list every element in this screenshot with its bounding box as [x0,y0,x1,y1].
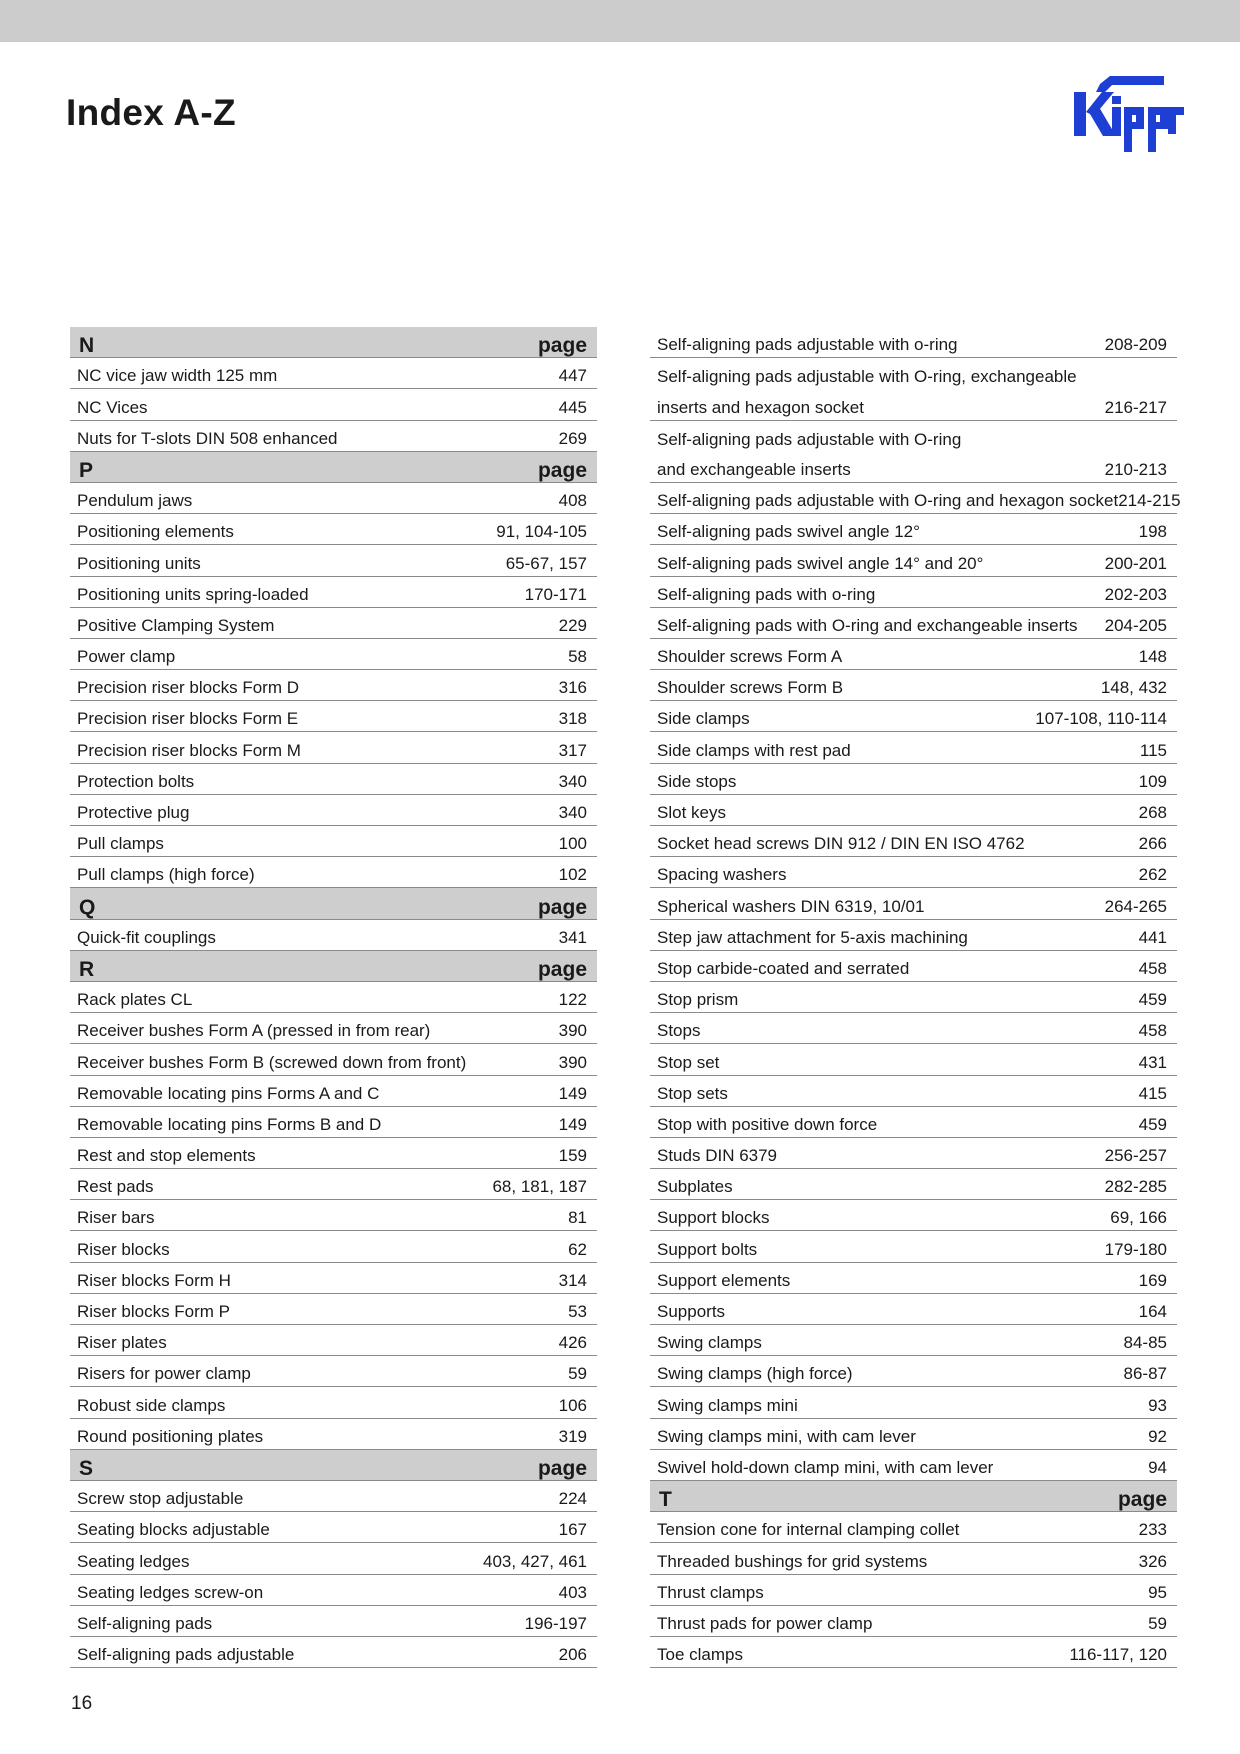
section-letter: Q [79,895,96,919]
index-entry [650,1013,1177,1044]
entry-page: 224 [558,1489,587,1509]
entry-term: Stop prism [657,990,739,1010]
index-entry [650,1512,1177,1543]
index-entry [70,1200,597,1231]
page-number: 16 [71,1693,93,1714]
index-entry [650,857,1177,888]
entry-page: 116-117, 120 [1069,1645,1167,1665]
entry-term: Precision riser blocks Form M [77,740,301,760]
index-entry [650,1263,1177,1294]
index-entry [650,389,1177,420]
index-entry [70,1512,597,1543]
index-entry [70,701,597,732]
entry-page: 149 [558,1114,587,1134]
entry-term: Swing clamps [657,1333,762,1353]
entry-term: Swing clamps (high force) [657,1364,853,1384]
index-entry [650,764,1177,795]
index-column-left [70,327,597,1668]
entry-term: Precision riser blocks Form E [77,709,299,729]
entry-term: Side clamps [657,709,750,729]
entry-page: 282-285 [1104,1177,1167,1197]
index-entry [70,483,597,514]
entry-page: 92 [1148,1426,1167,1446]
entry-page: 458 [1138,1021,1167,1041]
entry-term: Pull clamps [77,834,164,854]
entry-page: 106 [558,1395,587,1415]
index-entry [650,888,1177,919]
entry-page: 169 [1138,1270,1167,1290]
entry-term: Stop sets [657,1083,728,1103]
entry-term: Self-aligning pads with O-ring and exchangeable inserts [657,615,1078,635]
entry-page: 390 [558,1052,587,1072]
index-entry [70,421,597,452]
entry-page: 115 [1139,740,1167,760]
entry-page: 94 [1148,1457,1167,1477]
index-entry [650,514,1177,545]
entry-term: Riser blocks Form P [77,1302,231,1321]
entry-term: Positive Clamping System [77,615,275,635]
entry-page: 167 [558,1520,587,1540]
entry-page: 317 [558,740,587,760]
index-entry [650,327,1177,358]
index-entry [70,1107,597,1138]
entry-term: Seating ledges screw-on [77,1582,264,1602]
entry-term: NC Vices [77,397,148,417]
entry-term: Spacing washers [657,865,787,885]
entry-term: Stop with positive down force [657,1114,878,1134]
entry-page: 340 [558,771,587,791]
index-entry [650,1200,1177,1231]
entry-page: 200-201 [1104,553,1167,573]
section-letter: T [659,1488,672,1512]
index-entry [650,577,1177,608]
section-header [70,951,597,982]
entry-page: 403 [558,1582,587,1602]
entry-page: 459 [1138,1114,1167,1134]
kipp-logo [1072,74,1187,160]
entry-term: Side stops [657,771,737,791]
entry-page: 447 [558,366,587,386]
index-entry [70,732,597,763]
entry-term: Riser blocks [77,1239,170,1259]
entry-term: Receiver bushes Form A (pressed in from rear) [77,1021,431,1041]
index-entry [650,1419,1177,1450]
entry-page: 208-209 [1104,335,1167,355]
entry-page: 318 [558,709,587,729]
entry-page: 122 [558,990,587,1010]
index-entry [650,1044,1177,1075]
entry-term: Support blocks [657,1208,770,1228]
index-column-right [650,327,1181,1668]
index-entry [650,1325,1177,1356]
index-entry [650,1294,1177,1325]
entry-page: 81 [568,1208,587,1228]
entry-page: 210-213 [1104,459,1167,479]
index-entry [650,639,1177,670]
index-entry [70,1356,597,1387]
entry-page: 264-265 [1104,896,1167,916]
entry-term: Protection bolts [77,771,195,791]
entry-page: 233 [1138,1520,1167,1540]
entry-term: Self-aligning pads adjustable with O-ring, exchangeable [657,367,1077,387]
index-entry [70,545,597,576]
section-letter: N [79,334,95,358]
index-entry [70,514,597,545]
entry-term: Shoulder screws Form A [657,647,843,667]
index-entry [70,920,597,951]
entry-page: 170-171 [524,584,587,604]
entry-term: Self-aligning pads [77,1613,213,1633]
index-entry [70,608,597,639]
entry-term: Nuts for T-slots DIN 508 enhanced [77,428,338,448]
top-bar [0,0,1240,42]
entry-page: 59 [568,1364,587,1384]
entry-term: Riser plates [77,1333,167,1353]
section-header [70,327,597,358]
entry-term: Swing clamps mini, with cam lever [657,1426,916,1446]
index-entry [70,1294,597,1325]
index-entry [70,1575,597,1606]
index-entry [70,670,597,701]
index-entry [70,982,597,1013]
entry-term: Self-aligning pads adjustable with O-ring and hexagon socket [657,491,1119,511]
entry-page: 93 [1148,1395,1167,1415]
entry-term: Thrust pads for power clamp [657,1613,873,1633]
entry-term: Slot keys [657,803,726,822]
entry-term: Riser bars [77,1208,155,1228]
entry-term: Removable locating pins Forms A and C [77,1083,380,1103]
entry-page: 100 [558,834,587,854]
entry-page: 109 [1138,771,1167,791]
entry-term: Subplates [657,1177,733,1197]
entry-page: 164 [1138,1302,1167,1321]
entry-term: Seating blocks adjustable [77,1520,270,1540]
entry-page: 53 [568,1302,587,1321]
page-column-label: page [537,458,587,482]
entry-page: 95 [1148,1582,1167,1602]
index-entry [70,577,597,608]
entry-page: 415 [1138,1083,1167,1103]
entry-term: Stops [657,1021,701,1041]
entry-page: 316 [558,678,587,698]
entry-page: 269 [558,428,587,448]
entry-term: NC vice jaw width 125 mm [77,366,278,386]
index-entry [650,1450,1177,1481]
entry-term: Risers for power clamp [77,1364,251,1384]
entry-term: Rack plates CL [77,990,193,1010]
entry-page: 314 [558,1270,587,1290]
entry-term: Step jaw attachment for 5-axis machining [657,927,968,947]
entry-term: Support elements [657,1270,791,1290]
entry-term: Thrust clamps [657,1582,764,1602]
entry-term: Studs DIN 6379 [657,1146,778,1166]
entry-page: 326 [1138,1551,1167,1571]
index-entry [650,670,1177,701]
index-entry [650,826,1177,857]
entry-term: Positioning elements [77,522,234,542]
entry-page: 445 [558,397,587,417]
entry-page: 256-257 [1104,1146,1167,1166]
entry-page: 65-67, 157 [505,553,587,573]
index-entry [650,1637,1177,1668]
entry-term: Round positioning plates [77,1426,264,1446]
entry-page: 58 [568,647,587,667]
index-entry [70,1044,597,1075]
entry-term: Rest and stop elements [77,1146,256,1166]
entry-term: Swing clamps mini [657,1395,798,1415]
entry-page: 229 [558,615,587,635]
entry-term: Toe clamps [657,1645,743,1665]
entry-term: Pendulum jaws [77,491,193,511]
entry-page: 149 [558,1083,587,1103]
index-entry [650,1138,1177,1169]
entry-page: 426 [558,1333,587,1353]
entry-term: Stop carbide-coated and serrated [657,958,910,978]
page-column-label: page [537,895,587,919]
entry-term: Quick-fit couplings [77,927,216,947]
entry-page: 268 [1138,803,1167,822]
index-entry [70,764,597,795]
index-entry [650,1606,1177,1637]
index-entry [650,545,1177,576]
entry-page: 458 [1138,958,1167,978]
index-entry [70,1076,597,1107]
entry-term: Pull clamps (high force) [77,865,255,885]
entry-term: Support bolts [657,1239,758,1259]
section-header [70,452,597,483]
entry-page: 266 [1138,834,1167,854]
entry-page: 62 [568,1239,587,1259]
entry-page: 204-205 [1104,615,1167,635]
page-column-label: page [1117,1488,1167,1512]
page-column-label: page [537,334,587,358]
entry-term: Power clamp [77,647,176,667]
entry-term: Robust side clamps [77,1395,226,1415]
entry-term: Socket head screws DIN 912 / DIN EN ISO 4762 [657,834,1025,854]
entry-page: 91, 104-105 [496,522,587,542]
entry-term: Self-aligning pads swivel angle 14° and 20° [657,553,984,573]
entry-page: 340 [558,803,587,822]
index-entry [650,1356,1177,1387]
entry-term: Positioning units spring-loaded [77,584,309,604]
entry-page: 459 [1138,990,1167,1010]
entry-term: Tension cone for internal clamping collet [657,1520,960,1540]
page-title: Index A-Z [66,92,236,133]
entry-page: 86-87 [1123,1364,1167,1384]
index-entry [70,1263,597,1294]
entry-term: Riser blocks Form H [77,1270,231,1290]
entry-page: 214-215 [1118,491,1181,511]
index-entry [650,1387,1177,1418]
entry-term: inserts and hexagon socket [657,397,864,417]
entry-page: 148, 432 [1100,678,1167,698]
index-entry [70,639,597,670]
entry-page: 202-203 [1104,584,1167,604]
entry-term: Threaded bushings for grid systems [657,1551,928,1571]
entry-term: Self-aligning pads adjustable [77,1645,295,1665]
index-entry [70,358,597,389]
section-header [70,888,597,919]
entry-term: Self-aligning pads adjustable with O-ring [657,429,962,449]
index-entry [650,951,1177,982]
index-entry [650,701,1177,732]
entry-term: Positioning units [77,553,201,573]
entry-page: 159 [558,1146,587,1166]
entry-page: 390 [558,1021,587,1041]
index-entry [650,732,1177,763]
entry-page: 84-85 [1123,1333,1167,1353]
index-entry [70,1637,597,1668]
index-entry [650,1169,1177,1200]
index-entry [70,1387,597,1418]
index-entry [70,1606,597,1637]
index-entry [650,483,1181,514]
page-column-label: page [537,1456,587,1480]
section-letter: S [79,1456,94,1480]
entry-term: Shoulder screws Form B [657,678,844,698]
index-entry [70,1325,597,1356]
index-entry [650,920,1177,951]
entry-term: Precision riser blocks Form D [77,678,299,698]
section-header [70,1450,597,1481]
index-entry [70,1013,597,1044]
entry-page: 179-180 [1104,1239,1167,1259]
entry-term: Protective plug [77,803,190,822]
index-entry [70,795,597,826]
index-entry [650,608,1177,639]
index-entry [650,1076,1177,1107]
entry-term: Self-aligning pads adjustable with o-ring [657,335,958,355]
entry-term: Receiver bushes Form B (screwed down from front) [77,1052,467,1072]
index-entry [650,358,1177,389]
entry-page: 68, 181, 187 [492,1177,587,1197]
index-entry [650,1231,1177,1262]
entry-term: Supports [657,1302,726,1321]
entry-term: and exchangeable inserts [657,459,851,479]
index-entry [650,982,1177,1013]
section-letter: P [79,458,94,482]
index-entry [70,857,597,888]
entry-term: Spherical washers DIN 6319, 10/01 [657,896,925,916]
index-entry [70,826,597,857]
index-entry [70,1169,597,1200]
entry-term: Stop set [657,1052,720,1072]
entry-term: Self-aligning pads with o-ring [657,584,876,604]
entry-term: Self-aligning pads swivel angle 12° [657,522,920,542]
section-letter: R [79,957,95,981]
index-entry [70,1543,597,1574]
entry-term: Screw stop adjustable [77,1489,244,1509]
entry-page: 441 [1138,927,1167,947]
entry-page: 319 [558,1426,587,1446]
index-entry [650,1575,1177,1606]
entry-page: 69, 166 [1110,1208,1167,1228]
entry-page: 198 [1138,522,1167,542]
entry-term: Rest pads [77,1177,154,1197]
index-entry [650,795,1177,826]
entry-page: 196-197 [524,1613,587,1633]
index-entry [650,1107,1177,1138]
index-entry [650,452,1177,483]
entry-term: Side clamps with rest pad [657,740,851,760]
index-entry [70,1481,597,1512]
entry-page: 216-217 [1104,397,1167,417]
index-entry [70,389,597,420]
entry-term: Removable locating pins Forms B and D [77,1114,382,1134]
index-entry [650,1543,1177,1574]
index-entry [650,421,1177,452]
entry-page: 107-108, 110-114 [1035,709,1167,729]
index-entry [70,1231,597,1262]
index-entry [70,1138,597,1169]
entry-page: 206 [558,1645,587,1665]
entry-page: 148 [1138,647,1167,667]
entry-page: 59 [1148,1613,1167,1633]
entry-page: 403, 427, 461 [483,1551,587,1571]
entry-page: 102 [558,865,587,885]
index-entry [70,1419,597,1450]
entry-page: 431 [1138,1052,1167,1072]
entry-page: 262 [1138,865,1167,885]
section-header [650,1481,1177,1512]
page-column-label: page [537,957,587,981]
entry-term: Swivel hold-down clamp mini, with cam lever [657,1457,994,1477]
entry-page: 408 [558,491,587,511]
entry-term: Seating ledges [77,1551,190,1571]
entry-page: 341 [558,927,587,947]
